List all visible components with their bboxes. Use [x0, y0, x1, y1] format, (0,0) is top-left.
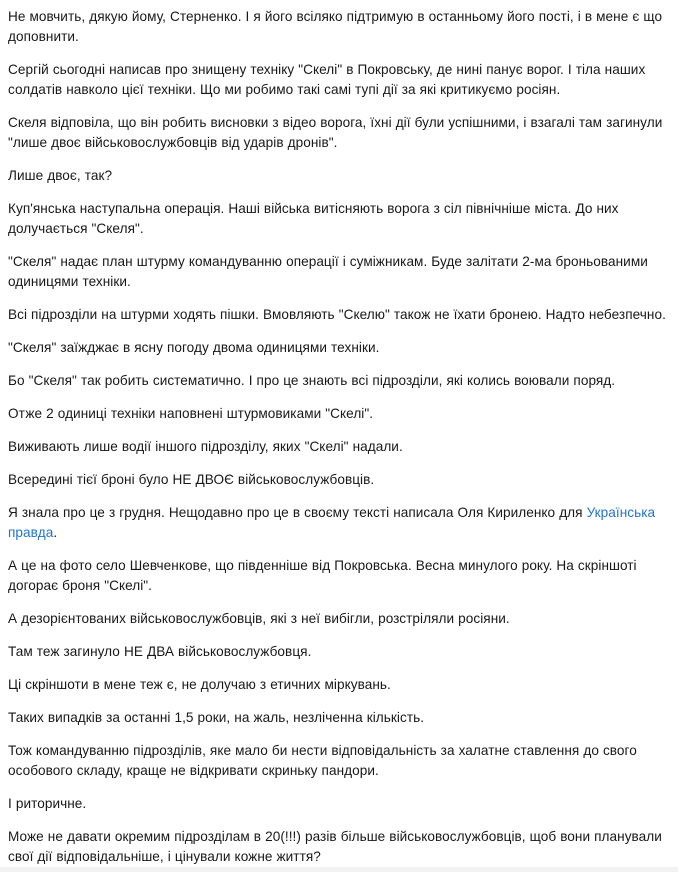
- post-paragraph-3: Скеля відповіла, що він робить висновки з відео ворога, їхні дії були успішними, і взагалі там загинули "лише двоє військовослужбовців від ударів дронів".: [8, 115, 663, 150]
- post-paragraph-20: І риторичне.: [8, 796, 87, 811]
- ukrainska-pravda-link[interactable]: Українська правда: [8, 505, 656, 540]
- post-paragraph-13: [8, 503, 670, 543]
- paragraph-text-before-link: Я знала про це з грудня. Нещодавно про це в своєму тексті написала Оля Кириленко для: [8, 505, 587, 520]
- post-paragraph-4: Лише двоє, так?: [8, 168, 113, 183]
- post-paragraph-15: А дезорієнтованих військовослужбовців, які з неї вибігли, розстріляли росіяни.: [8, 611, 510, 626]
- post-paragraph-18: Таких випадків за останні 1,5 роки, на жаль, незліченна кількість.: [8, 710, 425, 725]
- post-paragraph-10: Отже 2 одиниці техніки наповнені штурмовиками "Скелі".: [8, 406, 374, 421]
- post-paragraph-19: Тож командуванню підрозділів, яке мало би нести відповідальність за халатне ставлення до свого особового складу, краще не відкривати скриньку пандори.: [8, 743, 637, 778]
- post-paragraph-17: Ці скріншоти в мене теж є, не долучаю з етичних міркувань.: [8, 677, 391, 692]
- post-paragraph-2: Сергій сьогодні написав про знищену техніку "Скелі" в Покровську, де нині панує ворог. І тіла наших солдатів навколо цієї техніки. Що ми робимо такі самі тупі дії за які критикуємо росіян.: [8, 62, 646, 97]
- post-paragraph-9: Бо "Скеля" так робить систематично. І про це знають всі підрозділи, які колись воювали поряд.: [8, 373, 616, 388]
- post-paragraph-12: Всередині тієї броні було НЕ ДВОЄ військовослужбовців.: [8, 472, 375, 487]
- post-paragraph-14: А це на фото село Шевченкове, що південніше від Покровська. Весна минулого року. На скріншоті догорає броня "Скелі".: [8, 558, 637, 593]
- post-paragraph-6: "Скеля" надає план штурму командуванню операції і суміжникам. Буде залітати 2-ма броньованими одиницями техніки.: [8, 254, 648, 289]
- paragraph-text-after-link: .: [53, 525, 58, 540]
- post-paragraph-21: Може не давати окремим підрозділам в 20(!!!) разів більше військовослужбовців, щоб вони планували свої дії відповідальніше, і цінували кожне життя?: [8, 829, 662, 864]
- post-paragraph-1: Не мовчить, дякую йому, Стерненко. І я його всіляко підтримую в останньому його пості, і в мене є що доповнити.: [8, 9, 663, 44]
- bottom-edge-divider: [0, 867, 678, 872]
- post-paragraph-7: Всі підрозділи на штурми ходять пішки. Вмовляють "Скелю" також не їхати бронею. Надто небезпечно.: [8, 307, 666, 322]
- post-paragraph-11: Виживають лише водії іншого підрозділу, яких "Скелі" надали.: [8, 439, 403, 454]
- post-paragraph-8: "Скеля" заїжджає в ясну погоду двома одиницями техніки.: [8, 340, 380, 355]
- post-paragraph-16: Там теж загинуло НЕ ДВА військовослужбовця.: [8, 644, 312, 659]
- post-paragraph-5: Куп'янська наступальна операція. Наші війська витісняють ворога з сіл північніше міста. До них долучається "Скеля".: [8, 201, 619, 236]
